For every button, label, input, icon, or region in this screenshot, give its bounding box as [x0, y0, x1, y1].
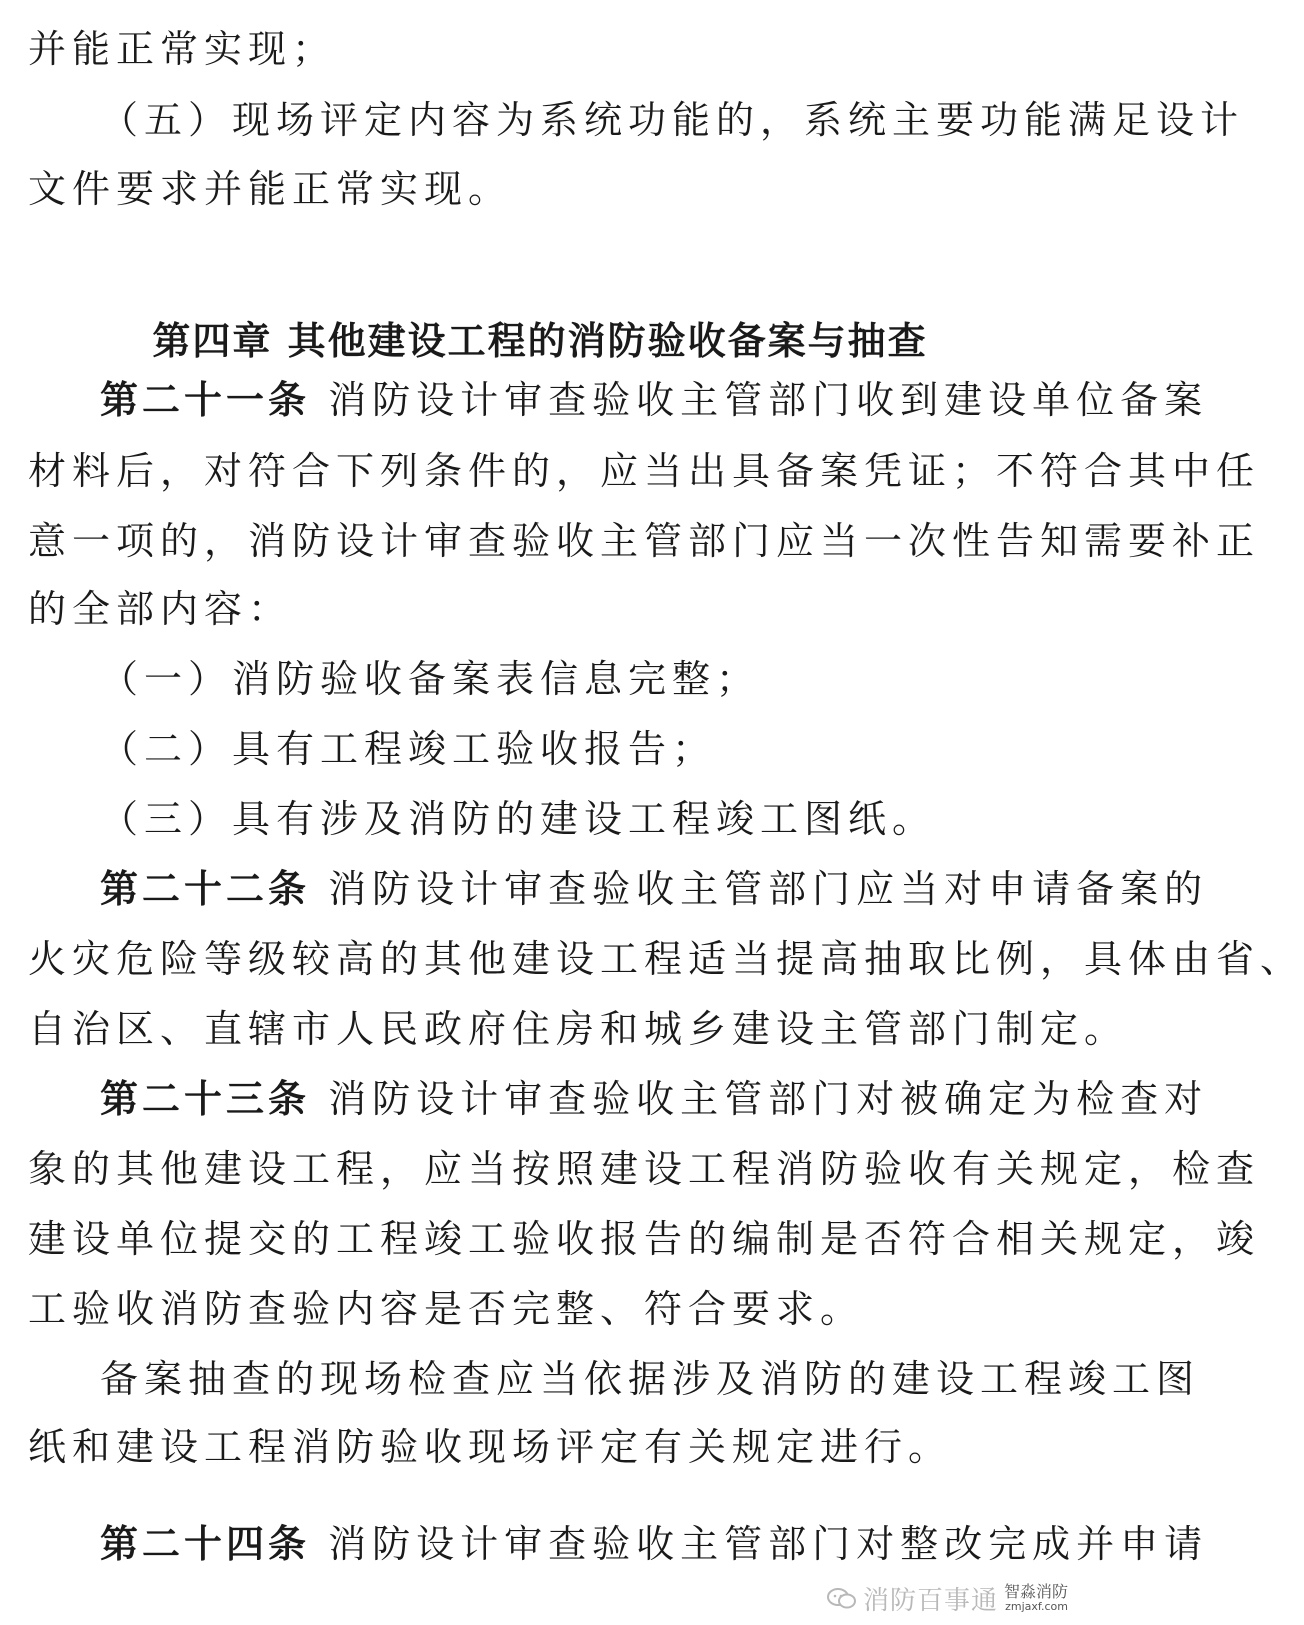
watermark-text: 消防百事通 — [862, 1586, 998, 1616]
article-24-line — [100, 1522, 1209, 1566]
text-line: 备案抽查的现场检查应当依据涉及消防的建设工程竣工图 — [100, 1357, 1201, 1401]
text-line: 工验收消防查验内容是否完整、符合要求。 — [28, 1287, 865, 1331]
text-line: 建设单位提交的工程竣工验收报告的编制是否符合相关规定，竣 — [28, 1217, 1261, 1261]
article-title: 第二十二条 — [100, 867, 311, 911]
article-title: 第二十四条 — [100, 1522, 311, 1566]
article-title: 第二十三条 — [100, 1077, 311, 1121]
list-item: （三）具有涉及消防的建设工程竣工图纸。 — [100, 797, 937, 841]
text-line: 的全部内容： — [28, 587, 293, 631]
wechat-icon — [827, 1588, 857, 1610]
text-line: 并能正常实现； — [28, 27, 337, 71]
brand-name: 智淼消防 — [1003, 1582, 1068, 1602]
text-line: （五）现场评定内容为系统功能的，系统主要功能满足设计 — [100, 98, 1245, 142]
text-span: 消防设计审查验收主管部门对被确定为检查对 — [328, 1077, 1209, 1121]
text-line: 纸和建设工程消防验收现场评定有关规定进行。 — [28, 1425, 953, 1469]
text-span: 消防设计审查验收主管部门收到建设单位备案 — [328, 378, 1209, 422]
article-21-line — [100, 378, 1209, 422]
text-line: 自治区、直辖市人民政府住房和城乡建设主管部门制定。 — [28, 1007, 1129, 1051]
chapter-heading: 第四章 其他建设工程的消防验收备案与抽查 — [152, 319, 928, 363]
brand-url: zmjaxf.com — [1005, 1600, 1068, 1614]
text-line: 材料后，对符合下列条件的，应当出具备案凭证；不符合其中任 — [28, 449, 1261, 493]
list-item: （二）具有工程竣工验收报告； — [100, 727, 717, 771]
text-line: 象的其他建设工程，应当按照建设工程消防验收有关规定，检查 — [28, 1147, 1261, 1191]
article-22-line — [100, 867, 1209, 911]
brand-stamp — [1004, 1584, 1068, 1612]
watermark — [827, 1580, 1068, 1617]
text-span: 消防设计审查验收主管部门应当对申请备案的 — [328, 867, 1209, 911]
article-title: 第二十一条 — [100, 378, 311, 422]
text-line: 火灾危险等级较高的其他建设工程适当提高抽取比例，具体由省、 — [28, 937, 1304, 981]
list-item: （一）消防验收备案表信息完整； — [100, 657, 761, 701]
text-line: 意一项的，消防设计审查验收主管部门应当一次性告知需要补正 — [28, 519, 1261, 563]
text-span: 消防设计审查验收主管部门对整改完成并申请 — [328, 1522, 1209, 1566]
text-line: 文件要求并能正常实现。 — [28, 167, 513, 211]
article-23-line — [100, 1077, 1209, 1121]
